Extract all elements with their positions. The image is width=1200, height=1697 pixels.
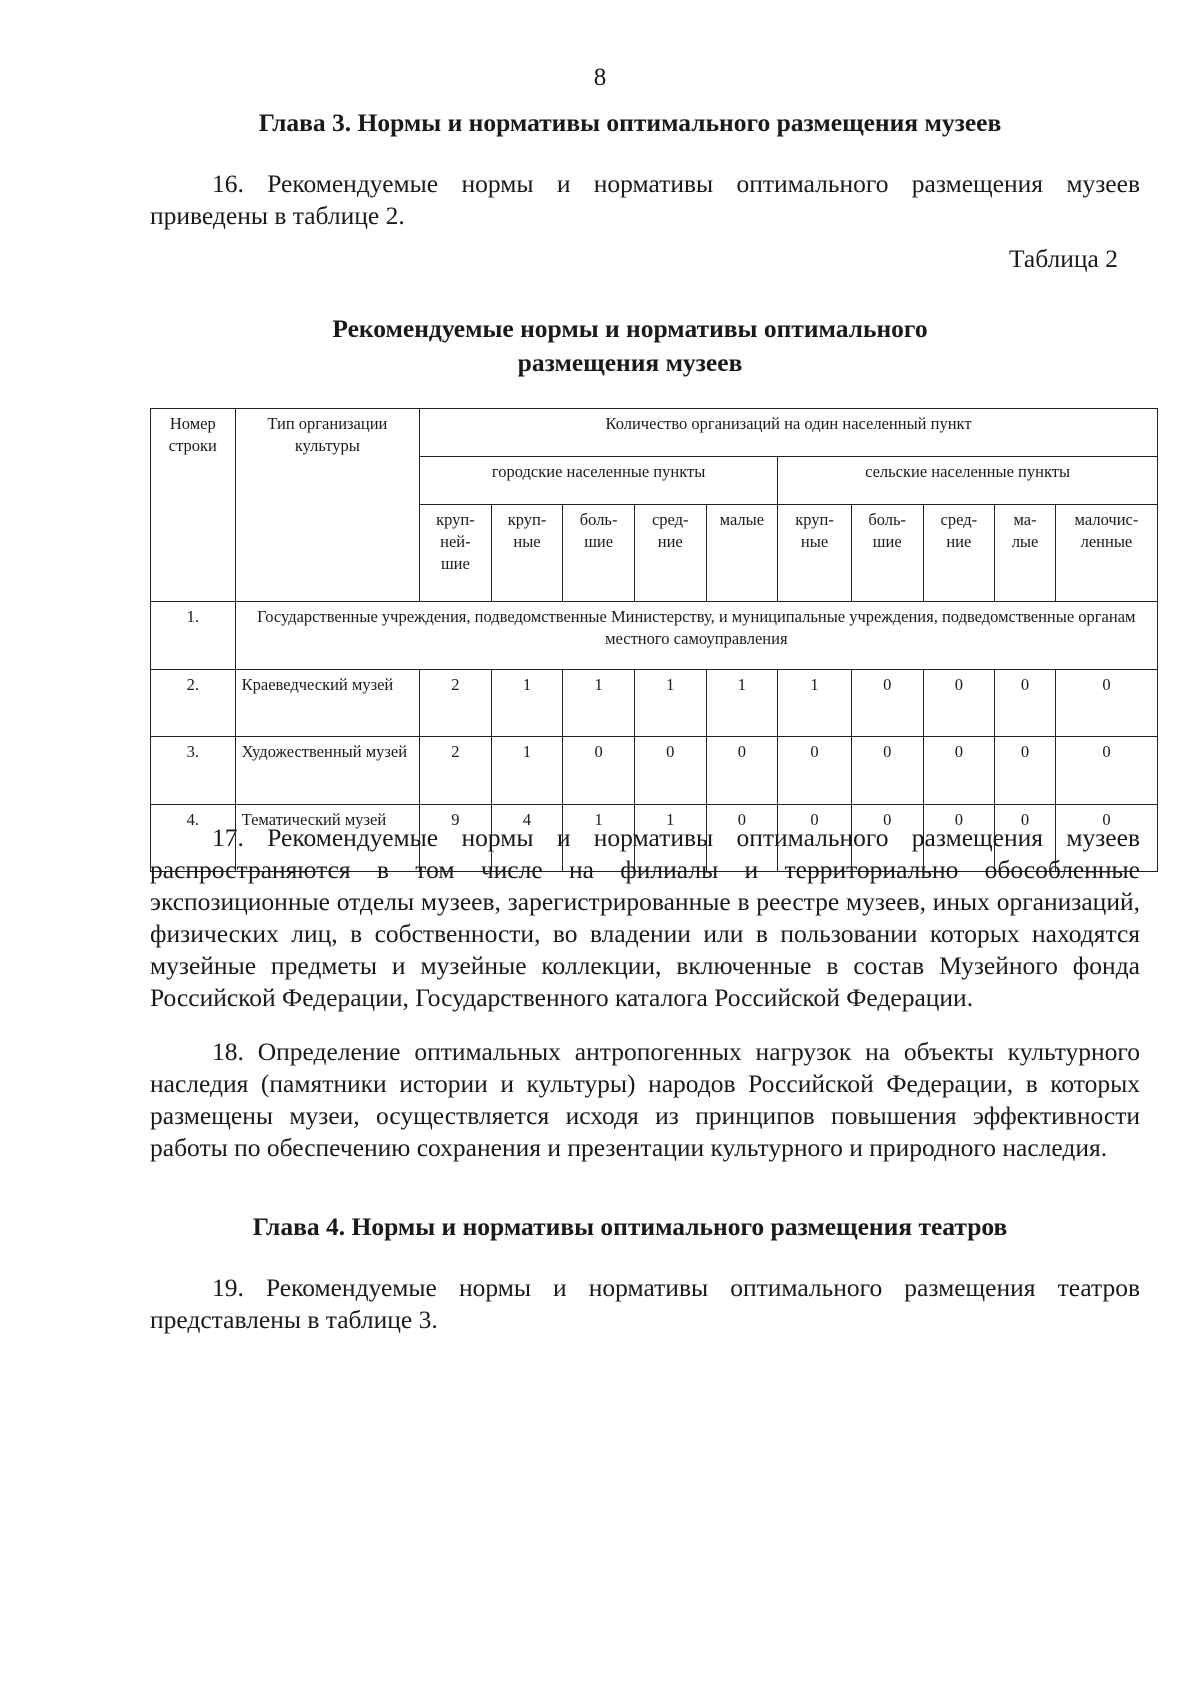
value-cell: 0	[706, 804, 778, 871]
header-organizations-count: Количество организаций на один населенный пункт	[420, 409, 1158, 457]
value-cell: 0	[851, 669, 923, 736]
row-1-merged-text: Государственные учреждения, подведомственные Министерству, и муниципальные учреждения, подведомственные органам местного самоуправления	[235, 602, 1157, 669]
value-cell: 1	[634, 804, 706, 871]
value-cell: 0	[851, 737, 923, 804]
norms-table	[150, 408, 1158, 872]
header-rural-category: боль- шие	[851, 504, 923, 602]
table-row	[151, 737, 1158, 804]
value-cell: 0	[1055, 804, 1157, 871]
museum-type: Художественный музей	[235, 737, 419, 804]
paragraph-19: 19. Рекомендуемые нормы и нормативы оптимального размещения театров представлены в таблице 3.	[150, 1273, 1140, 1334]
value-cell: 0	[1055, 669, 1157, 736]
header-urban-category: сред- ние	[634, 504, 706, 602]
value-cell: 1	[563, 669, 635, 736]
header-row-number: Номер строки	[151, 409, 236, 602]
value-cell: 1	[706, 669, 778, 736]
table-title-line-1: Рекомендуемые нормы и нормативы оптимального	[332, 314, 928, 343]
value-cell: 1	[491, 737, 563, 804]
value-cell: 4	[491, 804, 563, 871]
value-cell: 1	[563, 804, 635, 871]
header-urban-settlements: городские населенные пункты	[420, 456, 778, 504]
paragraph-16: 16. Рекомендуемые нормы и нормативы оптимального размещения музеев приведены в таблице 2.	[150, 169, 1140, 230]
header-urban-category: круп- ные	[491, 504, 563, 602]
value-cell: 0	[706, 737, 778, 804]
table-title-line-2: размещения музеев	[517, 348, 743, 377]
table-row	[151, 669, 1158, 736]
paragraph-18: 18. Определение оптимальных антропогенных нагрузок на объекты культурного наследия (памятники истории и культуры) народов Российской Федерации, в которых размещены музеи, осуществляется исходя из принципов повышения эффективности работы по обеспечению сохранения и презентации культурного и природного наследия.	[150, 1037, 1140, 1162]
header-rural-settlements: сельские населенные пункты	[778, 456, 1158, 504]
value-cell: 0	[778, 804, 852, 871]
header-rural-category: круп- ные	[778, 504, 852, 602]
row-number: 2.	[151, 669, 236, 736]
value-cell: 0	[995, 737, 1056, 804]
value-cell: 1	[491, 669, 563, 736]
value-cell: 1	[634, 669, 706, 736]
value-cell: 9	[420, 804, 492, 871]
value-cell: 0	[995, 804, 1056, 871]
chapter-3-heading: Глава 3. Нормы и нормативы оптимального размещения музеев	[258, 108, 1002, 137]
value-cell: 0	[1055, 737, 1157, 804]
value-cell: 0	[923, 737, 995, 804]
table-title	[140, 312, 1120, 380]
value-cell: 0	[851, 804, 923, 871]
page-number: 8	[593, 64, 607, 91]
row-number: 3.	[151, 737, 236, 804]
value-cell: 2	[420, 669, 492, 736]
header-rural-category: сред- ние	[923, 504, 995, 602]
value-cell: 0	[634, 737, 706, 804]
value-cell: 0	[923, 669, 995, 736]
header-rural-category: ма- лые	[995, 504, 1056, 602]
museum-type: Тематический музей	[235, 804, 419, 871]
header-culture-type: Тип организации культуры	[235, 409, 419, 602]
value-cell: 1	[778, 669, 852, 736]
museum-type: Краеведческий музей	[235, 669, 419, 736]
paragraph-17: 17. Рекомендуемые нормы и нормативы оптимального размещения музеев распространяются в том числе на филиалы и территориально обособленные экспозиционные отделы музеев, зарегистрированные в реестре музеев, иных организаций, физических лиц, в собственности, во владении или в пользовании которых находятся музейные предметы и музейные коллекции, включенные в состав Музейного фонда Российской Федерации, Государственного каталога Российской Федерации.	[150, 823, 1140, 1012]
value-cell: 0	[778, 737, 852, 804]
value-cell: 0	[923, 804, 995, 871]
table-caption: Таблица 2	[1008, 244, 1118, 273]
header-urban-category: круп- ней- шие	[420, 504, 492, 602]
row-number: 4.	[151, 804, 236, 871]
row-1-number: 1.	[151, 602, 236, 669]
value-cell: 0	[995, 669, 1056, 736]
value-cell: 2	[420, 737, 492, 804]
header-rural-category: малочис- ленные	[1055, 504, 1157, 602]
value-cell: 0	[563, 737, 635, 804]
header-urban-category: боль- шие	[563, 504, 635, 602]
chapter-4-heading: Глава 4. Нормы и нормативы оптимального размещения театров	[252, 1212, 1008, 1241]
header-urban-category: малые	[706, 504, 778, 602]
